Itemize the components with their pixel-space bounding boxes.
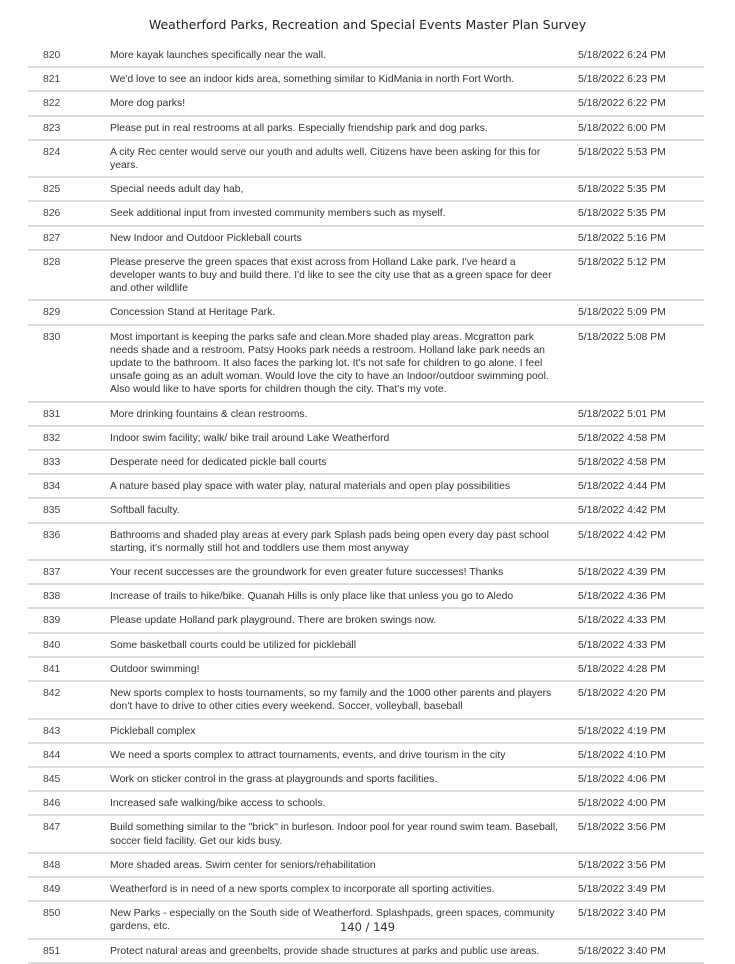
table-row	[28, 202, 704, 226]
response-text: More shaded areas. Swim center for seniors/rehabilitation	[110, 859, 376, 871]
response-id: 845	[43, 773, 61, 785]
response-date: 5/18/2022 5:16 PM	[578, 232, 666, 244]
response-text: New sports complex to hosts tournaments, so my family and the 1000 other parents and players don't have to drive to other cities every weekend. Soccer, volleyball, baseball	[110, 688, 552, 713]
table-row	[28, 634, 704, 658]
response-text: We'd love to see an indoor kids area, something similar to KidMania in north Fort Worth.	[110, 74, 515, 86]
response-date: 5/18/2022 4:58 PM	[578, 457, 666, 469]
table-row	[28, 720, 704, 744]
response-id: 842	[43, 688, 61, 700]
response-date: 5/18/2022 4:00 PM	[578, 798, 666, 810]
response-date: 5/18/2022 3:40 PM	[578, 908, 666, 920]
response-date: 5/18/2022 3:49 PM	[578, 883, 666, 895]
response-date: 5/18/2022 5:12 PM	[578, 256, 666, 268]
table-row	[28, 609, 704, 633]
table-row	[28, 658, 704, 682]
response-date: 5/18/2022 4:39 PM	[578, 567, 666, 579]
response-date: 5/18/2022 4:42 PM	[578, 529, 666, 541]
response-date: 5/18/2022 5:35 PM	[578, 208, 666, 220]
response-id: 828	[43, 256, 61, 268]
response-date: 5/18/2022 6:23 PM	[578, 74, 666, 86]
responses-table	[28, 44, 704, 964]
response-text: Some basketball courts could be utilized for pickleball	[110, 639, 357, 651]
response-text: A city Rec center would serve our youth and adults well. Citizens have been asking for this for years.	[110, 146, 541, 172]
response-text: Please put in real restrooms at all parks. Especially friendship park and dog parks.	[110, 122, 488, 134]
response-date: 5/18/2022 4:36 PM	[578, 591, 666, 603]
response-text: Build something similar to the "brick" in burleson. Indoor pool for year round swim team. Baseball, soccer field facility. Get our kids busy.	[110, 822, 559, 847]
response-id: 820	[43, 50, 61, 61]
response-date: 5/18/2022 3:40 PM	[578, 945, 666, 957]
response-date: 5/18/2022 5:35 PM	[578, 184, 666, 196]
response-id: 839	[43, 615, 61, 627]
response-date: 5/18/2022 4:10 PM	[578, 749, 666, 761]
response-date: 5/18/2022 4:28 PM	[578, 663, 666, 675]
response-id: 823	[43, 122, 61, 134]
response-id: 837	[43, 567, 61, 579]
response-id: 827	[43, 232, 61, 244]
response-id: 830	[43, 331, 61, 343]
response-date: 5/18/2022 6:22 PM	[578, 98, 666, 110]
table-row	[28, 403, 704, 427]
response-date: 5/18/2022 5:08 PM	[578, 331, 666, 343]
response-id: 829	[43, 307, 61, 319]
response-id: 844	[43, 749, 61, 761]
response-date: 5/18/2022 3:56 PM	[578, 822, 666, 834]
table-row	[28, 475, 704, 499]
table-row	[28, 117, 704, 141]
response-id: 848	[43, 859, 61, 871]
response-date: 5/18/2022 4:19 PM	[578, 725, 666, 737]
response-date: 5/18/2022 6:24 PM	[578, 50, 666, 61]
response-id: 831	[43, 408, 61, 420]
response-text: More dog parks!	[110, 98, 186, 110]
response-id: 843	[43, 725, 61, 737]
response-id: 833	[43, 457, 61, 469]
table-row	[28, 227, 704, 251]
response-date: 5/18/2022 5:01 PM	[578, 408, 666, 420]
response-text: A nature based play space with water play, natural materials and open play possibilities	[110, 481, 511, 493]
response-id: 838	[43, 591, 61, 603]
response-id: 841	[43, 663, 61, 675]
table-row	[28, 854, 704, 878]
response-id: 846	[43, 798, 61, 810]
response-text: New Indoor and Outdoor Pickleball courts	[110, 232, 302, 244]
table-row	[28, 44, 704, 68]
response-id: 834	[43, 481, 61, 493]
table-row	[28, 301, 704, 325]
response-text: New Parks - especially on the South side of Weatherford. Splashpads, green spaces, community gardens, etc.	[110, 908, 555, 933]
page-number: 140 / 149	[339, 920, 396, 934]
response-id: 832	[43, 432, 61, 444]
response-text: Most important is keeping the parks safe and clean.More shaded play areas. Mcgratton park needs shade and a restroom. Patsy Hooks park needs a restroom. Holland lake park needs an update to the bathroom. It also faces the parking lot. It's not safe for children to go alone. I feel unsafe going as an adult woman. Would love the city to have an Indoor/outdoor swimming pool. Also would like to have sports for children though the city. That's my vote.	[110, 331, 549, 396]
table-row	[28, 744, 704, 768]
response-date: 5/18/2022 4:20 PM	[578, 688, 666, 700]
response-id: 840	[43, 639, 61, 651]
response-date: 5/18/2022 4:33 PM	[578, 639, 666, 651]
response-id: 822	[43, 98, 61, 110]
table-row	[28, 326, 704, 403]
response-date: 5/18/2022 5:53 PM	[578, 146, 666, 158]
response-text: Outdoor swimming!	[110, 663, 200, 675]
table-row	[28, 561, 704, 585]
response-id: 825	[43, 184, 61, 196]
response-id: 849	[43, 883, 61, 895]
table-row	[28, 499, 704, 523]
response-text: Indoor swim facility; walk/ bike trail around Lake Weatherford	[110, 432, 390, 444]
table-row	[28, 682, 704, 719]
response-date: 5/18/2022 4:06 PM	[578, 773, 666, 785]
response-date: 5/18/2022 4:42 PM	[578, 505, 666, 517]
response-id: 836	[43, 529, 61, 541]
response-text: Weatherford is in need of a new sports complex to incorporate all sporting activities.	[110, 883, 495, 895]
response-id: 824	[43, 146, 61, 158]
table-row	[28, 451, 704, 475]
response-text: Special needs adult day hab,	[110, 184, 244, 196]
response-text: Please preserve the green spaces that exist across from Holland Lake park. I've heard a developer wants to buy and build there. I'd like to see the city use that as a green space for deer and other wildlife	[110, 256, 552, 295]
table-row	[28, 816, 704, 853]
response-text: Your recent successes are the groundwork for even greater future successes! Thanks	[110, 567, 504, 579]
table-row	[28, 524, 704, 561]
table-row	[28, 940, 704, 964]
response-id: 821	[43, 74, 61, 86]
response-date: 5/18/2022 5:09 PM	[578, 307, 666, 319]
response-id: 847	[43, 822, 61, 834]
response-text: Seek additional input from invested community members such as myself.	[110, 208, 446, 220]
response-date: 5/18/2022 6:00 PM	[578, 122, 666, 134]
response-text: Pickleball complex	[110, 725, 196, 737]
response-text: Increased safe walking/bike access to schools.	[110, 798, 326, 810]
response-id: 826	[43, 208, 61, 220]
table-row	[28, 178, 704, 202]
response-text: More kayak launches specifically near the wall.	[110, 50, 326, 61]
table-row	[28, 68, 704, 92]
response-date: 5/18/2022 3:56 PM	[578, 859, 666, 871]
response-date: 5/18/2022 4:33 PM	[578, 615, 666, 627]
page-title: Weatherford Parks, Recreation and Special Events Master Plan Survey	[148, 17, 587, 32]
response-text: Softball faculty.	[110, 505, 180, 517]
table-row	[28, 251, 704, 302]
table-row	[28, 792, 704, 816]
table-row	[28, 427, 704, 451]
response-text: More drinking fountains & clean restrooms.	[110, 408, 308, 420]
table-row	[28, 585, 704, 609]
response-text: Bathrooms and shaded play areas at every park Splash pads being open every day past school starting, it's normally still hot and toddlers use them most anyway	[110, 529, 549, 554]
response-text: Protect natural areas and greenbelts, provide shade structures at parks and public use areas.	[110, 945, 540, 957]
response-text: We need a sports complex to attract tournaments, events, and drive tourism in the city	[110, 749, 506, 761]
response-id: 835	[43, 505, 61, 517]
response-text: Work on sticker control in the grass at playgrounds and sports facilities.	[110, 773, 438, 785]
response-text: Concession Stand at Heritage Park.	[110, 307, 276, 319]
table-row	[28, 92, 704, 116]
response-date: 5/18/2022 4:58 PM	[578, 432, 666, 444]
response-text: Increase of trails to hike/bike. Quanah Hills is only place like that unless you go to Aledo	[110, 591, 514, 603]
table-row	[28, 768, 704, 792]
response-date: 5/18/2022 4:44 PM	[578, 481, 666, 493]
table-row	[28, 878, 704, 902]
response-text: Please update Holland park playground. There are broken swings now.	[110, 615, 437, 627]
response-text: Desperate need for dedicated pickle ball courts	[110, 457, 327, 469]
table-row	[28, 141, 704, 178]
response-id: 851	[43, 945, 61, 957]
response-id: 850	[43, 908, 61, 920]
